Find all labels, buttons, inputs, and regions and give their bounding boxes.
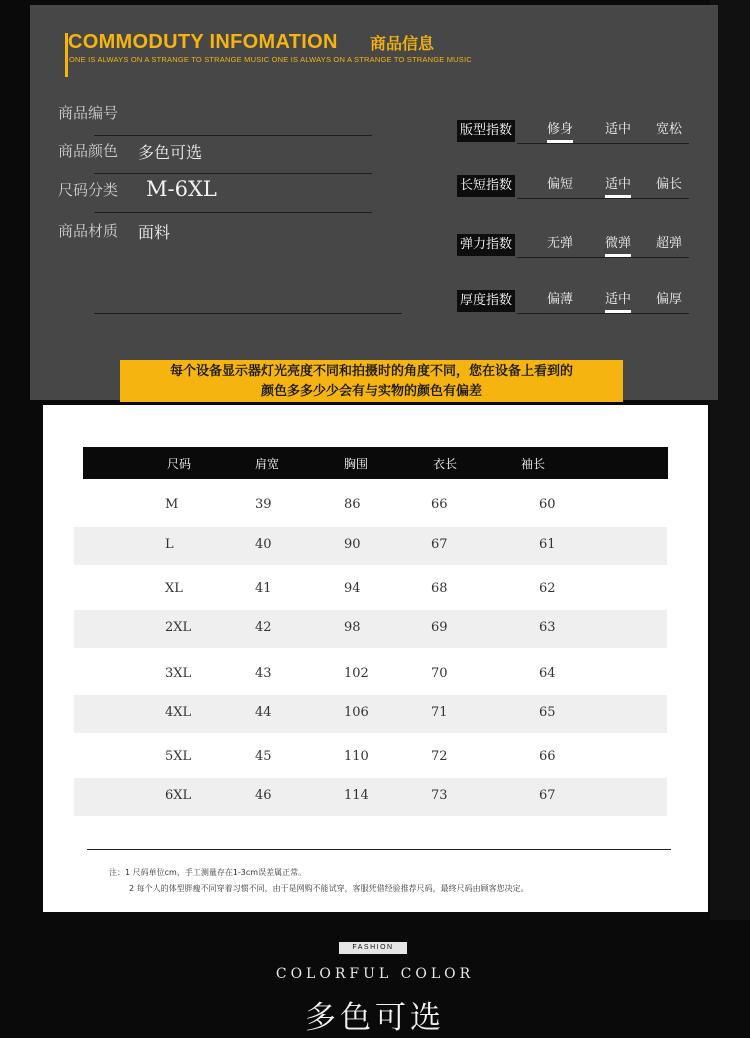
table-cell: 3XL <box>165 666 192 681</box>
table-cell: 102 <box>344 666 369 681</box>
table-row <box>74 610 667 648</box>
table-cell: 70 <box>431 666 448 681</box>
table-cell: 86 <box>344 497 361 512</box>
index-option-selected: 适中 <box>605 173 631 198</box>
field-value: 面料 <box>138 223 171 242</box>
table-header <box>83 447 668 479</box>
table-row <box>74 487 667 525</box>
index-length <box>457 173 689 199</box>
index-label: 长短指数 <box>457 175 515 197</box>
field-label: 商品材质 <box>58 222 119 240</box>
table-cell: 2XL <box>165 620 192 635</box>
index-option: 偏短 <box>547 177 574 192</box>
index-option: 偏薄 <box>547 292 574 307</box>
table-cell: 40 <box>255 537 272 552</box>
index-option: 偏厚 <box>656 292 683 307</box>
index-fit <box>457 118 689 144</box>
commodity-info-panel <box>30 5 718 400</box>
column-header-size: 尺码 <box>167 457 192 471</box>
english-title: COMMODUTY INFOMATION <box>68 31 338 53</box>
index-underline <box>517 198 689 199</box>
size-note-1: 注：1 尺码单位cm，手工测量存在1-3cm误差属正常。 <box>109 868 307 877</box>
notice-line: 每个设备显示器灯光亮度不同和拍摄时的角度不同，您在设备上看到的 <box>169 364 573 379</box>
table-row <box>74 571 667 609</box>
table-cell: 65 <box>539 705 556 720</box>
table-row <box>74 527 667 565</box>
subtitle: ONE IS ALWAYS ON A STRANGE TO STRANGE MUSIC ONE IS ALWAYS ON A STRANGE TO STRANGE MUSIC <box>69 55 472 64</box>
index-option: 超弹 <box>656 236 683 251</box>
index-underline <box>517 257 689 258</box>
column-header-length: 衣长 <box>433 457 458 471</box>
table-cell: 45 <box>255 749 272 764</box>
table-row <box>74 739 667 777</box>
field-label: 商品颜色 <box>58 142 119 160</box>
field-label: 尺码分类 <box>58 181 119 199</box>
table-cell: 66 <box>539 749 556 764</box>
index-underline <box>517 313 689 314</box>
table-cell: 73 <box>431 788 448 803</box>
table-cell: 72 <box>431 749 448 764</box>
table-cell: 64 <box>539 666 556 681</box>
table-row <box>74 656 667 694</box>
notice-line: 颜色多多少少会有与实物的颜色有偏差 <box>260 384 482 399</box>
field-product-color <box>58 140 372 174</box>
chinese-title: 商品信息 <box>370 34 435 53</box>
field-underline <box>94 173 372 174</box>
table-row <box>74 695 667 733</box>
table-cell: 41 <box>255 581 272 596</box>
fashion-tag: FASHION <box>339 942 407 954</box>
table-cell: 43 <box>255 666 272 681</box>
table-cell: 106 <box>344 705 369 720</box>
index-option-selected: 适中 <box>605 288 631 313</box>
size-note-2: 2 每个人的体型胖瘦不同穿着习惯不同，由于是网购不能试穿，客服凭借经验推荐尺码，最终尺码由顾客您决定。 <box>129 884 529 893</box>
index-option-selected: 微弹 <box>605 232 631 257</box>
table-cell: 98 <box>344 620 361 635</box>
index-option: 无弹 <box>547 236 574 251</box>
column-header-sleeve: 袖长 <box>521 457 546 471</box>
field-product-number <box>58 102 372 136</box>
table-cell: 4XL <box>165 705 192 720</box>
table-cell: 90 <box>344 537 361 552</box>
table-cell: L <box>165 537 174 552</box>
table-cell: 71 <box>431 705 448 720</box>
index-option: 宽松 <box>656 122 683 137</box>
table-cell: 5XL <box>165 749 192 764</box>
field-label: 商品编号 <box>58 104 119 122</box>
table-cell: 67 <box>539 788 556 803</box>
table-cell: 61 <box>539 537 556 552</box>
table-cell: 6XL <box>165 788 192 803</box>
table-row <box>74 778 667 816</box>
field-size-category <box>58 179 372 213</box>
field-underline <box>94 135 372 136</box>
table-cell: 44 <box>255 705 272 720</box>
column-header-chest: 胸围 <box>344 457 369 471</box>
table-cell: 67 <box>431 537 448 552</box>
index-underline <box>517 143 689 144</box>
table-cell: 60 <box>539 497 556 512</box>
field-value: M-6XL <box>146 177 217 201</box>
table-cell: M <box>165 497 179 512</box>
index-label: 厚度指数 <box>457 290 515 312</box>
table-cell: 69 <box>431 620 448 635</box>
table-cell: 68 <box>431 581 448 596</box>
table-cell: 62 <box>539 581 556 596</box>
table-cell: 46 <box>255 788 272 803</box>
table-cell: 114 <box>344 788 369 803</box>
table-cell: 39 <box>255 497 272 512</box>
index-elasticity <box>457 232 689 258</box>
field-value: 多色可选 <box>138 143 203 162</box>
index-thickness <box>457 288 689 314</box>
size-chart-panel <box>43 405 708 912</box>
table-cell: 63 <box>539 620 556 635</box>
field-material <box>58 220 372 254</box>
index-label: 弹力指数 <box>457 234 515 256</box>
table-cell: 110 <box>344 749 369 764</box>
field-underline <box>94 313 402 314</box>
table-bottom-line <box>87 849 671 850</box>
index-option: 偏长 <box>656 177 683 192</box>
table-cell: 94 <box>344 581 361 596</box>
colorful-color-heading: COLORFUL COLOR <box>275 966 475 982</box>
color-difference-notice <box>120 360 623 402</box>
column-header-shoulder: 肩宽 <box>255 457 280 471</box>
table-cell: 66 <box>431 497 448 512</box>
multi-color-heading: 多色可选 <box>305 1000 445 1036</box>
table-cell: XL <box>165 581 183 596</box>
index-option-selected: 修身 <box>547 118 573 143</box>
index-option: 适中 <box>605 122 632 137</box>
field-underline <box>94 212 372 213</box>
index-label: 版型指数 <box>457 120 515 142</box>
table-cell: 42 <box>255 620 272 635</box>
